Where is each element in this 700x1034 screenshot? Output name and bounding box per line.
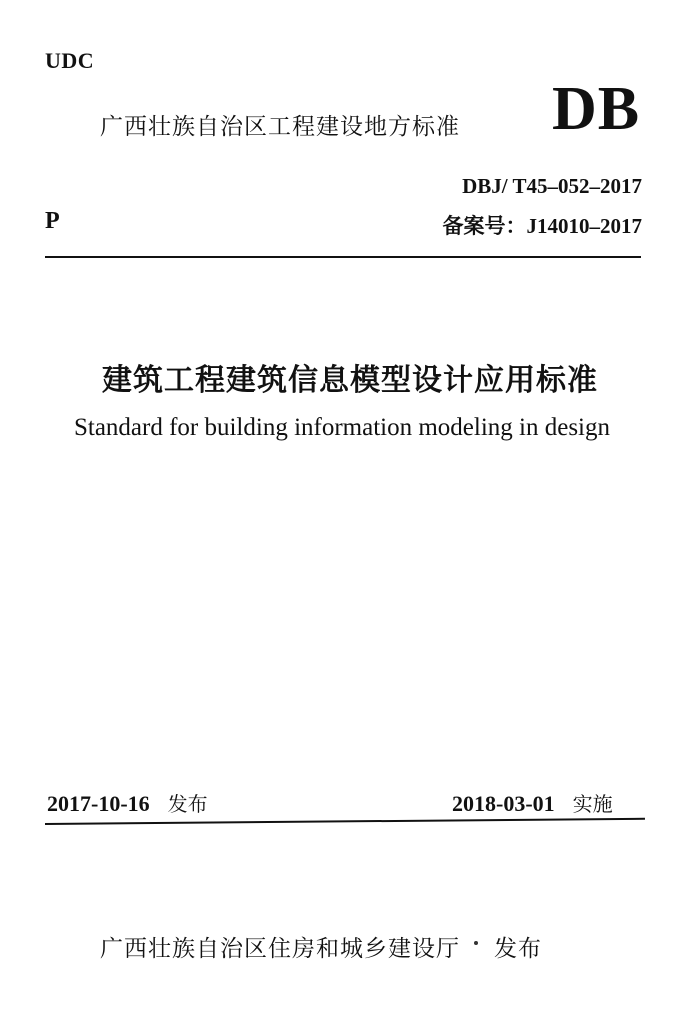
- issuer-header: 广西壮族自治区工程建设地方标准: [100, 114, 460, 140]
- footer-issuer: 广西壮族自治区住房和城乡建设厅: [100, 936, 460, 962]
- udc-label: UDC: [45, 48, 95, 73]
- effective-date-block: [452, 788, 613, 817]
- top-divider: [45, 256, 641, 258]
- publish-date: 2017-10-16: [47, 791, 150, 816]
- issuer-footer: [100, 930, 542, 963]
- record-label: 备案号：: [442, 214, 527, 238]
- effective-label: 实施: [572, 792, 613, 816]
- title-english: Standard for building information modeling in design: [73, 414, 611, 441]
- effective-date: 2018-03-01: [452, 791, 555, 816]
- bottom-divider: [45, 818, 645, 825]
- publish-label: 发布: [167, 792, 208, 816]
- record-number: J14010–2017: [526, 214, 642, 238]
- record-number-line: [443, 210, 643, 240]
- standard-number: DBJ/ T45–052–2017: [462, 174, 642, 198]
- classification-code: P: [45, 208, 60, 234]
- db-mark: DB: [552, 75, 641, 143]
- title-chinese: 建筑工程建筑信息模型设计应用标准: [102, 363, 598, 398]
- publish-date-block: [47, 788, 208, 817]
- separator-dot: [474, 941, 478, 945]
- footer-action: 发布: [494, 936, 542, 962]
